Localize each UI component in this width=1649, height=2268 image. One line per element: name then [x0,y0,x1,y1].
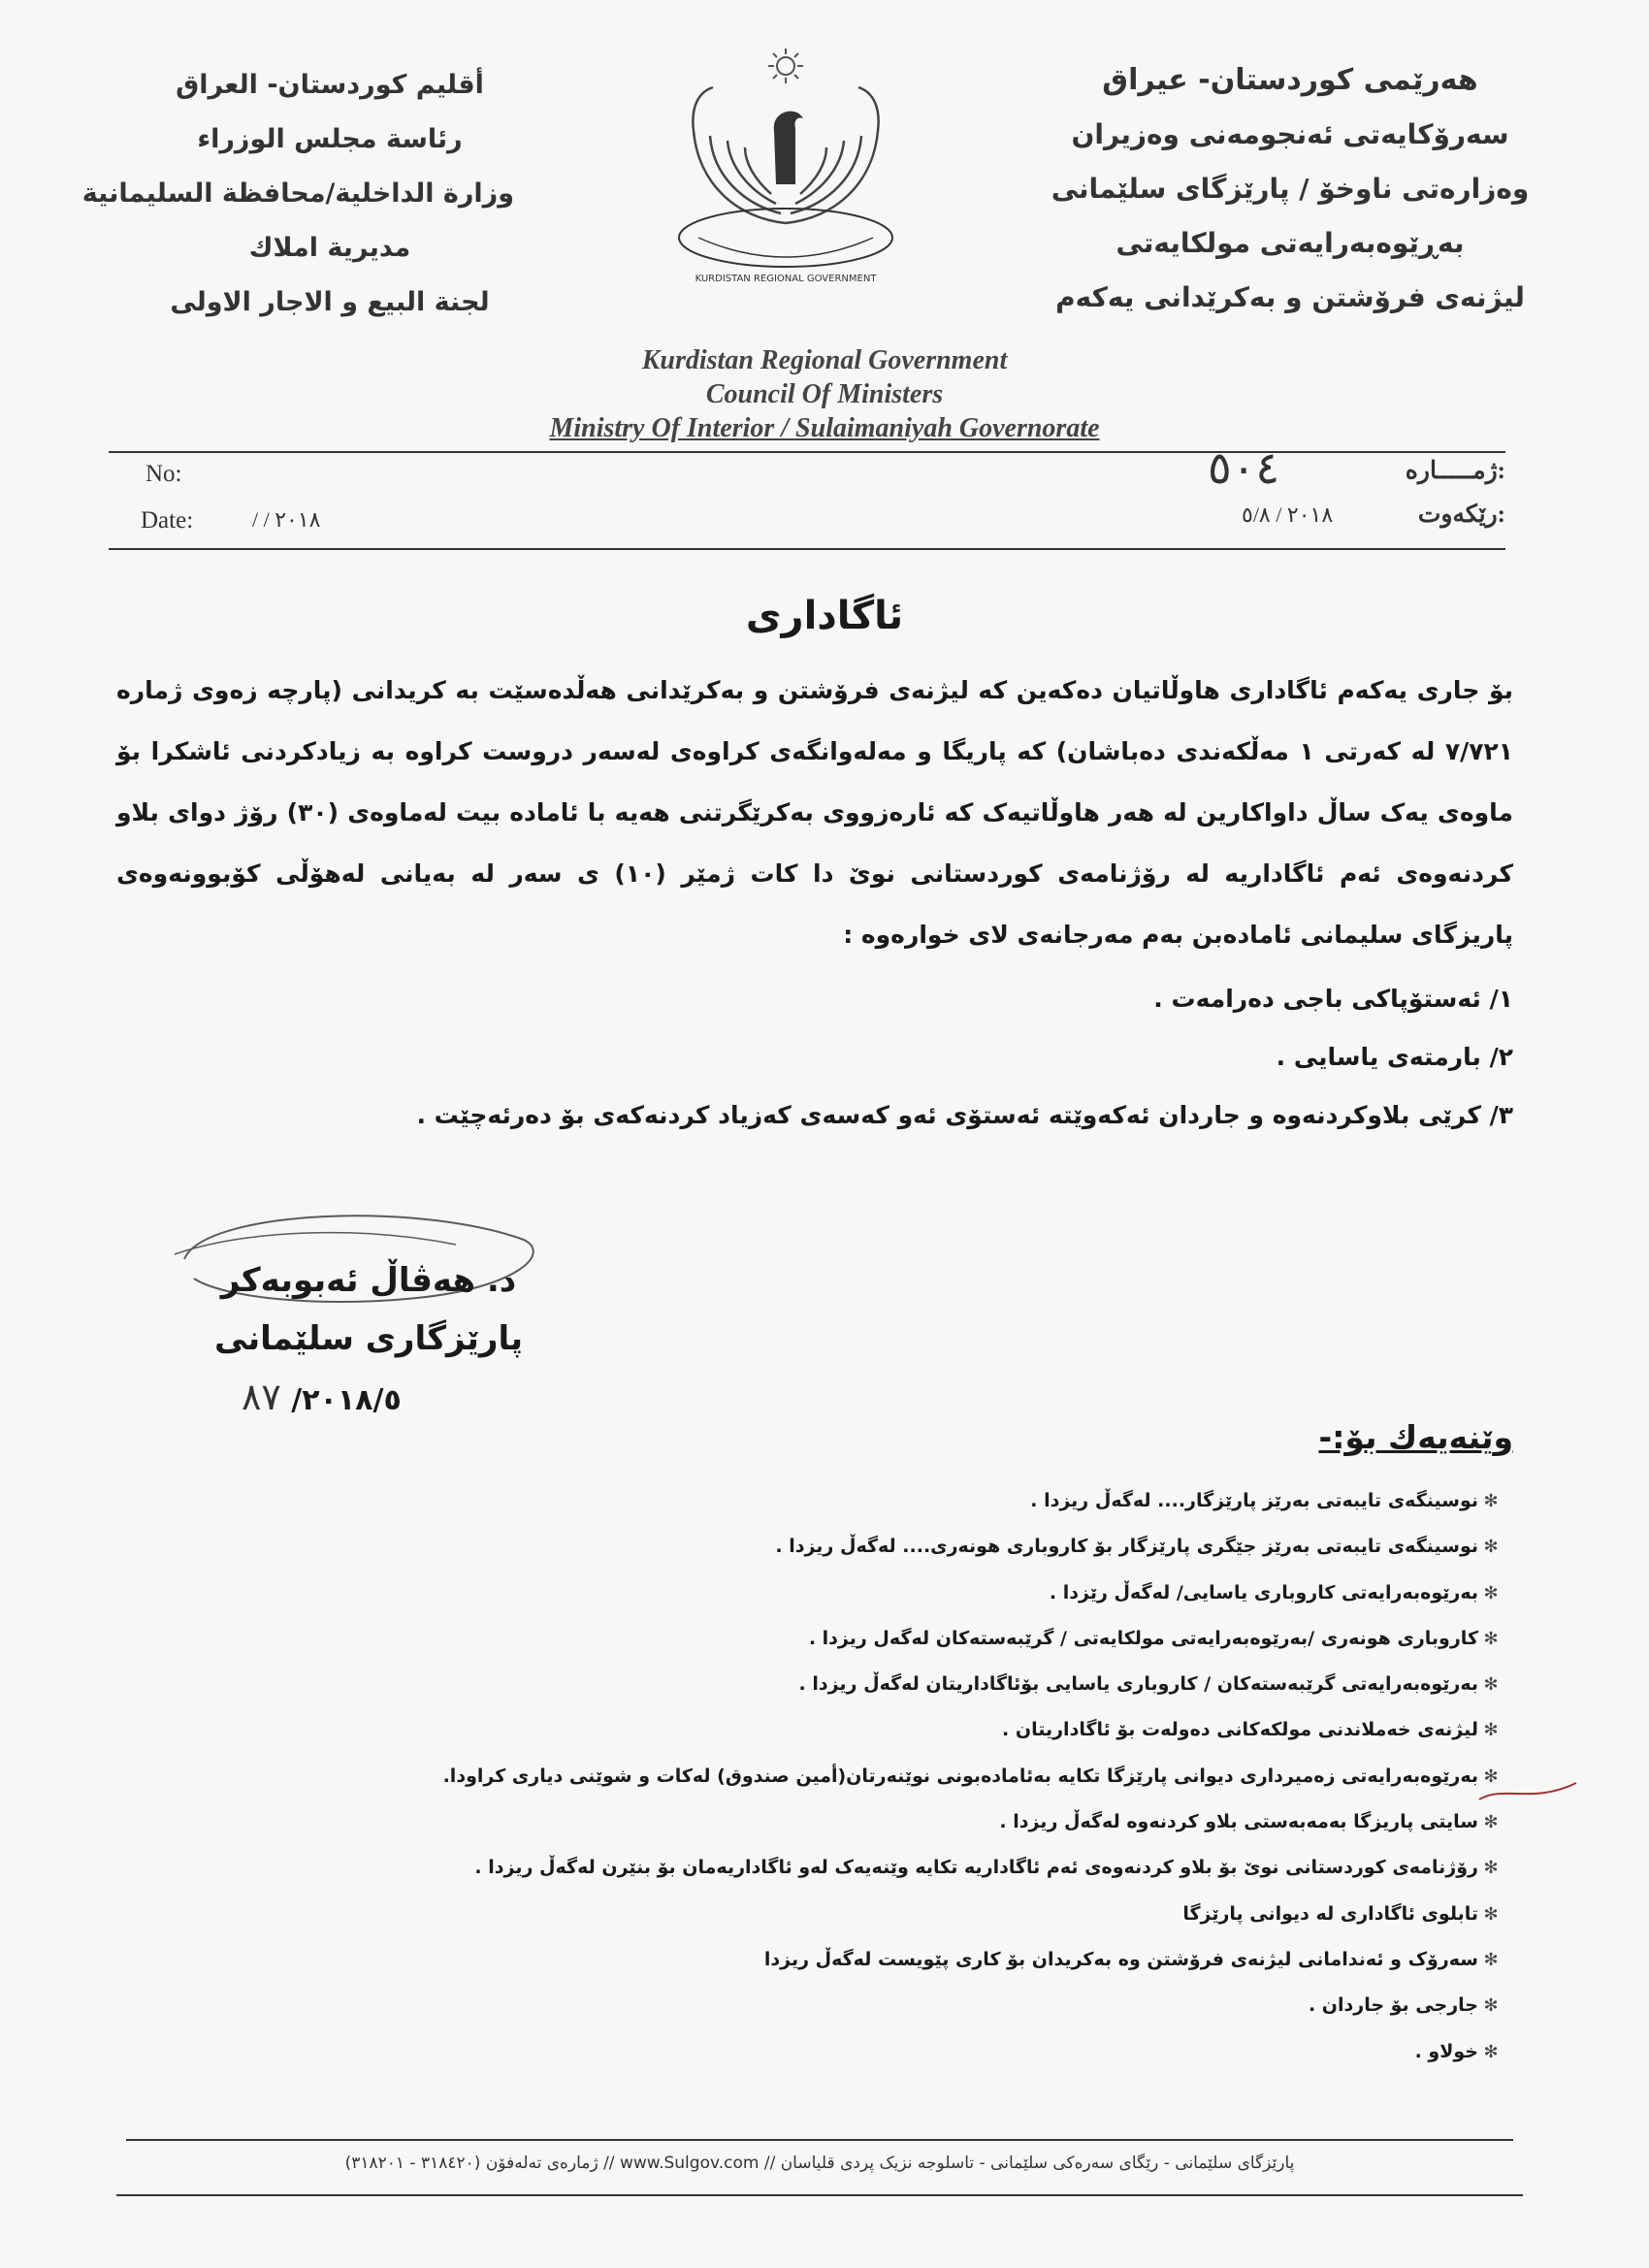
asterisk-bullet-icon: ✻ [1483,1949,1499,1970]
copy-recipient-item [146,1524,1504,1570]
copy-recipient-item [146,1478,1504,1524]
kurdish-header-line: لیژنەی فرۆشتن و بەکرێدانی یەکەم [1055,281,1525,313]
requirement-item: ٢/ بارمتەی یاسایی . [1276,1043,1513,1071]
signatory-title: پارێزگاری سلێمانی [213,1319,524,1358]
arabic-header-line: أقليم كوردستان- العراق [176,70,484,100]
asterisk-bullet-icon: ✻ [1483,1995,1499,2017]
asterisk-bullet-icon: ✻ [1483,1858,1499,1879]
asterisk-bullet-icon: ✻ [1483,1491,1499,1511]
kurdish-header-line: بەڕێوەبەرایەتی مولکایەتی [1116,227,1465,259]
copy-recipient-text: نوسینگەی تایبەتی بەرێز پارێزگار.... لەگەڵ ریزدا . [1030,1490,1478,1511]
copy-recipient-text: خولاو . [1414,2040,1478,2062]
copy-recipient-item [146,1892,1504,1937]
signatory-name: د. هەڤاڵ ئەبوبەکر [220,1261,517,1300]
footer-divider-top [126,2139,1513,2141]
copy-recipient-text: سەرۆک و ئەندامانی لیژنەی فرۆشتن وە بەکریدان بۆ کاری پێویست لەگەڵ ریزدا [763,1948,1478,1970]
arabic-header-line: وزارة الداخلية/محافظة السليمانية [81,178,514,209]
copy-recipient-item [146,1754,1504,1799]
kurdish-header-line: وەزارەتی ناوخۆ / پارێزگای سلێمانی [1051,173,1530,205]
notice-title: ئاگاداری [745,594,904,638]
requirements-list [155,970,1513,1145]
date-value: / / ٢٠١٨ [252,507,321,532]
copy-recipient-text: سایتی پاریزگا بەمەبەستی بلاو کردنەوە لەگەڵ ریزدا . [999,1811,1478,1833]
copy-recipient-item [146,1983,1504,2028]
copy-recipient-text: تابلوی ئاگاداری لە دیوانی پارێزگا [1182,1902,1478,1925]
asterisk-bullet-icon: ✻ [1483,1903,1499,1925]
ku-date-value: ٢٠١٨ / ٥/٨ [1242,502,1334,527]
english-title-line: Council Of Ministers [705,379,944,409]
kurdish-header-line: هەرێمی کوردستان- عیراق [1102,63,1478,97]
arabic-header-line: مديرية املاك [248,233,411,263]
copy-recipient-item [146,1662,1504,1707]
kurdish-header-line: سەرۆکایەتی ئەنجومەنی وەزیران [1071,118,1509,150]
english-title-line: Kurdistan Regional Government [641,345,1008,375]
copy-recipient-item [146,1937,1504,1983]
kurdish-header [1038,53,1542,325]
footer-divider-bottom [116,2194,1523,2196]
header-divider-top [109,451,1505,453]
copy-recipient-item [146,1616,1504,1662]
asterisk-bullet-icon: ✻ [1483,1628,1499,1649]
english-title-line: Ministry Of Interior / Sulaimaniyah Governorate [549,413,1100,443]
emblem-icon [640,39,931,291]
copy-recipient-text: بەرێوەبەرایەتی گرێبەستەکان / کاروباری یاسایی بۆئاگاداریتان لەگەڵ ریزدا . [798,1673,1478,1696]
copy-recipient-text: لیژنەی خەملاندنی مولکەکانی دەولەت بۆ ئاگاداریتان . [1002,1719,1478,1741]
notice-body: بۆ جاری یەکەم ئاگاداری هاوڵاتیان دەکەین کە لیژنەی فرۆشتن و بەکرێدانی هەڵدەسێت بە کریدانی (پارچە زەوی ژمارە ٧/٧٢١ لە کەرتی ١ مەڵکەندی دەباشان) کە پاریگا و مەلەوانگەی کراوەی لەسەر دروست کراوە بە زیادکردنی ئاشکرا بۆ ماوەی یەک ساڵ داواکارین لە هەر هاوڵاتیەک کە ئارەزووی بەکرێگرتنی هەیە با ئامادە بیت لەماوەی (٣٠) رۆژ دوای بلاو کردنەوەی ئەم ئاگاداریە لە رۆژنامەی کوردستانی نوێ دا کات ژمێر (١٠) ی سەر لە بەیانی لەهۆڵی کۆبوونەوەی پاریزگای سلیمانی ئامادەبن بەم مەرجانەی لای خوارەوە : [116,676,1514,949]
copy-recipient-item [146,1707,1504,1753]
copies-title: وێنەیەك بۆ:- [1318,1418,1513,1456]
asterisk-bullet-icon: ✻ [1483,1537,1499,1558]
no-label: No: [146,461,182,487]
asterisk-bullet-icon: ✻ [1483,1812,1499,1833]
asterisk-bullet-icon: ✻ [1483,1720,1499,1741]
signature-date [228,1376,402,1418]
footer-address: پارێزگای سلێمانی - رێگای سەرەکی سلێمانی - تاسلوجە نزیک پردی قلیاسان // www.Sulgov.com // ژمارەی تەلەفۆن (٣١٨٤٢٠ - ٣١٨٢٠١) [344,2154,1295,2173]
asterisk-bullet-icon: ✻ [1483,2041,1499,2062]
copy-recipient-text: بەرێوەبەرایەتی زەمیرداری دیوانی پارێزگا تکایە بەئامادەبونی نوێنەرتان(أمین صندوق) لەکات و شوێنی دیاری کراودا. [442,1765,1478,1787]
copy-recipient-text: کاروباری هونەری /بەرێوەبەرایەتی مولکایەتی / گرێبەستەکان لەگەل ریزدا . [808,1627,1478,1649]
copy-recipient-item [146,2029,1504,2075]
copy-recipient-text: بەرێوەبەرایەتی کاروباری یاسایی/ لەگەڵ رێزدا . [1049,1581,1478,1604]
signature-date-handwritten: ٨٧ [242,1376,281,1418]
copy-recipient-text: رۆژنامەی کوردستانی نوێ بۆ بلاو کردنەوەی ئەم ئاگاداریە تکایە وێنەیەک لەو ئاگاداریەمان بۆ بنێرن لەگەڵ ریزدا . [474,1857,1478,1879]
pen-mark-icon [1474,1775,1581,1814]
copy-recipient-item [146,1571,1504,1616]
header-divider-bottom [109,548,1505,550]
signature-date-printed: ٢٠١٨/٥/ [291,1383,402,1417]
copy-recipient-text: نوسینگەی تایبەتی بەرێز جێگری پارێزگار بۆ کاروباری هونەری.... لەگەڵ ریزدا . [775,1536,1478,1558]
ku-number-value: ٥٠٤ [1208,441,1280,494]
logo-caption: KURDISTAN REGIONAL GOVERNMENT [695,274,877,284]
ku-date-label: :رێکەوت [1417,502,1505,528]
date-label: Date: [141,507,194,534]
ku-number-label: :ژمـــــارە [1405,458,1505,484]
requirement-item: ١/ ئەستۆپاکی باجی دەرامەت . [1153,985,1513,1013]
signature-block [175,1251,563,1368]
krg-emblem-logo [640,39,931,291]
arabic-header-line: رئاسة مجلس الوزراء [197,124,463,154]
asterisk-bullet-icon: ✻ [1483,1674,1499,1696]
copy-recipient-text: جارجی بۆ جاردان . [1308,1994,1478,2017]
copy-recipient-item [146,1799,1504,1845]
copies-list [146,1478,1504,2075]
arabic-header [81,58,514,330]
asterisk-bullet-icon: ✻ [1483,1766,1499,1787]
asterisk-bullet-icon: ✻ [1483,1582,1499,1604]
copy-recipient-item [146,1845,1504,1891]
requirement-item: ٣/ کرێی بلاوکردنەوە و جاردان ئەکەوێتە ئەستۆی ئەو کەسەی کەزیاد کردنەکەی بۆ دەرئەچێت . [416,1101,1513,1129]
pen-stroke-mark [1474,1775,1581,1814]
arabic-header-line: لجنة البيع و الاجار الاولى [170,287,490,317]
